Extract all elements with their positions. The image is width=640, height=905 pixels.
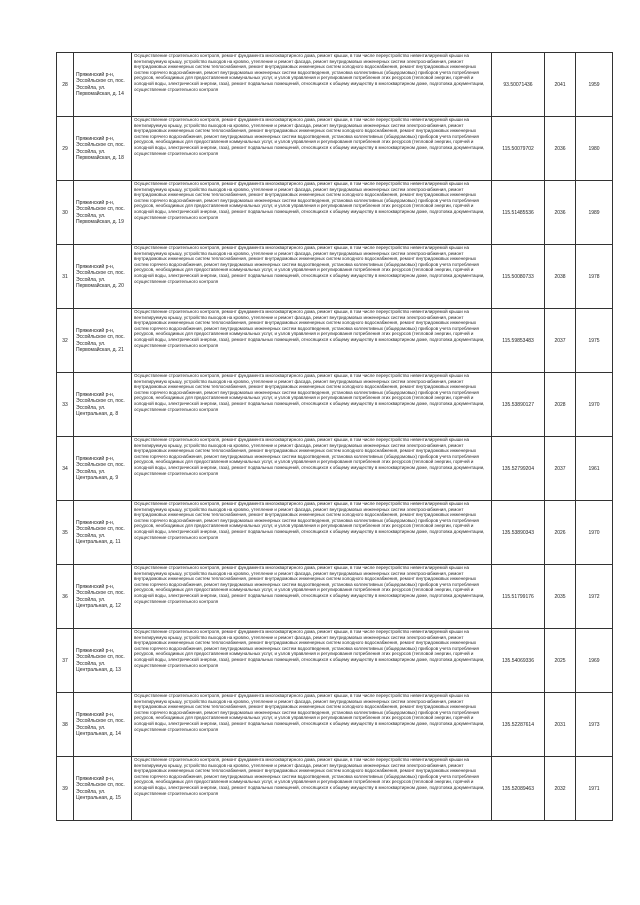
cost-cell-text: 115.59853483 bbox=[502, 337, 534, 344]
year-cell bbox=[545, 501, 576, 565]
work-description-cell-text: Осуществление строительного контроля, ремонт фундамента многоквартирного дома, ремонт крыши, в том числе переустройство невентилируемой крыши на вентилируемую крышу, устройство выходов на кровлю, утепление и ремонт фасада, ремонт внутридомовых инженерных систем электроснабжения, ремонт внутридомовых инженерных систем теплоснабжения, ремонт внутридомовых инженерных систем холодного водоснабжения, ремонт внутридомовых инженерных систем горячего водоснабжения, ремонт внутридомовых инженерных систем водоотведения, установка коллективных (общедомовых) приборов учета потребления ресурсов, необходимых для предоставления коммунальных услуг, и узлов управления и регулирования потребления этих ресурсов (тепловой энергии, горячей и холодной воды, электрической энергии, газа), ремонт подвальных помещений, относящихся к общему имуществу в многоквартирном доме, подготовка документации, осуществление строительного контроля bbox=[134, 565, 485, 604]
built-year-cell-text: 1972 bbox=[588, 593, 600, 600]
row-number bbox=[57, 309, 74, 373]
table-row bbox=[57, 53, 613, 117]
work-description-cell bbox=[132, 181, 492, 245]
table-row bbox=[57, 373, 613, 437]
table-row bbox=[57, 629, 613, 693]
row-number-text: 34 bbox=[62, 465, 68, 472]
address-cell bbox=[74, 757, 132, 821]
built-year-cell-text: 1959 bbox=[588, 81, 600, 88]
address-cell bbox=[74, 565, 132, 629]
address-cell-text: Пряжинский р-н, Эссойльское сп, пос. Эссойла, ул. Центральная, д. 13 bbox=[76, 648, 125, 673]
address-cell-text: Пряжинский р-н, Эссойльское сп, пос. Эссойла, ул. Центральная, д. 14 bbox=[76, 712, 125, 737]
built-year-cell-text: 1961 bbox=[588, 465, 600, 472]
built-year-cell bbox=[576, 53, 613, 117]
table-row bbox=[57, 181, 613, 245]
work-description-cell-text: Осуществление строительного контроля, ремонт фундамента многоквартирного дома, ремонт крыши, в том числе переустройство невентилируемой крыши на вентилируемую крышу, устройство выходов на кровлю, утепление и ремонт фасада, ремонт внутридомовых инженерных систем электроснабжения, ремонт внутридомовых инженерных систем теплоснабжения, ремонт внутридомовых инженерных систем холодного водоснабжения, ремонт внутридомовых инженерных систем горячего водоснабжения, ремонт внутридомовых инженерных систем водоотведения, установка коллективных (общедомовых) приборов учета потребления ресурсов, необходимых для предоставления коммунальных услуг, и узлов управления и регулирования потребления этих ресурсов (тепловой энергии, горячей и холодной воды, электрической энергии, газа), ремонт подвальных помещений, относящихся к общему имуществу в многоквартирном доме, подготовка документации, осуществление строительного контроля bbox=[134, 373, 485, 412]
address-cell-text: Пряжинский р-н, Эссойльское сп, пос. Эссойла, ул. Центральная, д. 11 bbox=[76, 520, 125, 545]
built-year-cell bbox=[576, 757, 613, 821]
year-cell-text: 2037 bbox=[554, 465, 566, 472]
address-cell bbox=[74, 693, 132, 757]
cost-cell-text: 135.53890343 bbox=[502, 529, 534, 536]
cost-cell bbox=[492, 437, 545, 501]
cost-cell bbox=[492, 693, 545, 757]
work-description-cell-text: Осуществление строительного контроля, ремонт фундамента многоквартирного дома, ремонт крыши, в том числе переустройство невентилируемой крыши на вентилируемую крышу, устройство выходов на кровлю, утепление и ремонт фасада, ремонт внутридомовых инженерных систем электроснабжения, ремонт внутридомовых инженерных систем теплоснабжения, ремонт внутридомовых инженерных систем холодного водоснабжения, ремонт внутридомовых инженерных систем горячего водоснабжения, ремонт внутридомовых инженерных систем водоотведения, установка коллективных (общедомовых) приборов учета потребления ресурсов, необходимых для предоставления коммунальных услуг, и узлов управления и регулирования потребления этих ресурсов (тепловой энергии, горячей и холодной воды, электрической энергии, газа), ремонт подвальных помещений, относящихся к общему имуществу в многоквартирном доме, подготовка документации, осуществление строительного контроля bbox=[134, 181, 485, 220]
address-cell-text: Пряжинский р-н, Эссойльское сп, пос. Эссойла, ул. Центральная, д. 12 bbox=[76, 584, 125, 609]
row-number-text: 38 bbox=[62, 721, 68, 728]
year-cell bbox=[545, 373, 576, 437]
year-cell-text: 2028 bbox=[554, 401, 566, 408]
row-number-text: 36 bbox=[62, 593, 68, 600]
cost-cell-text: 135.53890127 bbox=[502, 401, 534, 408]
cost-cell-text: 115.50080733 bbox=[502, 273, 534, 280]
address-cell bbox=[74, 117, 132, 181]
built-year-cell bbox=[576, 373, 613, 437]
address-cell-text: Пряжинский р-н, Эссойльское сп, пос. Эссойла, ул. Первомайская, д. 14 bbox=[76, 72, 125, 97]
row-number bbox=[57, 437, 74, 501]
work-description-cell-text: Осуществление строительного контроля, ремонт фундамента многоквартирного дома, ремонт крыши, в том числе переустройство невентилируемой крыши на вентилируемую крышу, устройство выходов на кровлю, утепление и ремонт фасада, ремонт внутридомовых инженерных систем электроснабжения, ремонт внутридомовых инженерных систем теплоснабжения, ремонт внутридомовых инженерных систем холодного водоснабжения, ремонт внутридомовых инженерных систем горячего водоснабжения, ремонт внутридомовых инженерных систем водоотведения, установка коллективных (общедомовых) приборов учета потребления ресурсов, необходимых для предоставления коммунальных услуг, и узлов управления и регулирования потребления этих ресурсов (тепловой энергии, горячей и холодной воды, электрической энергии, газа), ремонт подвальных помещений, относящихся к общему имуществу в многоквартирном доме, подготовка документации, осуществление строительного контроля bbox=[134, 757, 485, 796]
table-row bbox=[57, 309, 613, 373]
work-description-cell bbox=[132, 757, 492, 821]
year-cell-text: 2038 bbox=[554, 273, 566, 280]
work-description-cell-text: Осуществление строительного контроля, ремонт фундамента многоквартирного дома, ремонт крыши, в том числе переустройство невентилируемой крыши на вентилируемую крышу, устройство выходов на кровлю, утепление и ремонт фасада, ремонт внутридомовых инженерных систем электроснабжения, ремонт внутридомовых инженерных систем теплоснабжения, ремонт внутридомовых инженерных систем холодного водоснабжения, ремонт внутридомовых инженерных систем горячего водоснабжения, ремонт внутридомовых инженерных систем водоотведения, установка коллективных (общедомовых) приборов учета потребления ресурсов, необходимых для предоставления коммунальных услуг, и узлов управления и регулирования потребления этих ресурсов (тепловой энергии, горячей и холодной воды, электрической энергии, газа), ремонт подвальных помещений, относящихся к общему имуществу в многоквартирном доме, подготовка документации, осуществление строительного контроля bbox=[134, 53, 485, 92]
year-cell-text: 2035 bbox=[554, 593, 566, 600]
cost-cell-text: 93.50071436 bbox=[503, 81, 533, 88]
address-cell bbox=[74, 437, 132, 501]
repair-program-table bbox=[56, 52, 613, 821]
cost-cell bbox=[492, 373, 545, 437]
address-cell bbox=[74, 501, 132, 565]
work-description-cell bbox=[132, 373, 492, 437]
cost-cell bbox=[492, 117, 545, 181]
table-row bbox=[57, 245, 613, 309]
year-cell bbox=[545, 757, 576, 821]
built-year-cell bbox=[576, 693, 613, 757]
year-cell bbox=[545, 245, 576, 309]
built-year-cell bbox=[576, 117, 613, 181]
year-cell bbox=[545, 437, 576, 501]
built-year-cell bbox=[576, 501, 613, 565]
cost-cell bbox=[492, 565, 545, 629]
work-description-cell bbox=[132, 501, 492, 565]
year-cell-text: 2036 bbox=[554, 145, 566, 152]
cost-cell bbox=[492, 53, 545, 117]
row-number-text: 39 bbox=[62, 785, 68, 792]
row-number bbox=[57, 181, 74, 245]
address-cell bbox=[74, 629, 132, 693]
work-description-cell-text: Осуществление строительного контроля, ремонт фундамента многоквартирного дома, ремонт крыши, в том числе переустройство невентилируемой крыши на вентилируемую крышу, устройство выходов на кровлю, утепление и ремонт фасада, ремонт внутридомовых инженерных систем электроснабжения, ремонт внутридомовых инженерных систем теплоснабжения, ремонт внутридомовых инженерных систем холодного водоснабжения, ремонт внутридомовых инженерных систем горячего водоснабжения, ремонт внутридомовых инженерных систем водоотведения, установка коллективных (общедомовых) приборов учета потребления ресурсов, необходимых для предоставления коммунальных услуг, и узлов управления и регулирования потребления этих ресурсов (тепловой энергии, горячей и холодной воды, электрической энергии, газа), ремонт подвальных помещений, относящихся к общему имуществу в многоквартирном доме, подготовка документации, осуществление строительного контроля bbox=[134, 309, 485, 348]
cost-cell-text: 115.51485536 bbox=[502, 209, 534, 216]
work-description-cell bbox=[132, 53, 492, 117]
built-year-cell bbox=[576, 629, 613, 693]
built-year-cell-text: 1971 bbox=[588, 785, 600, 792]
row-number-text: 33 bbox=[62, 401, 68, 408]
built-year-cell-text: 1980 bbox=[588, 145, 600, 152]
cost-cell-text: 115.50079702 bbox=[502, 145, 534, 152]
row-number bbox=[57, 565, 74, 629]
cost-cell bbox=[492, 757, 545, 821]
cost-cell bbox=[492, 245, 545, 309]
cost-cell-text: 135.52089463 bbox=[502, 785, 534, 792]
work-description-cell bbox=[132, 245, 492, 309]
address-cell-text: Пряжинский р-н, Эссойльское сп, пос. Эссойла, ул. Центральная, д. 8 bbox=[76, 392, 125, 417]
table-row bbox=[57, 565, 613, 629]
row-number-text: 37 bbox=[62, 657, 68, 664]
year-cell bbox=[545, 565, 576, 629]
table-body bbox=[57, 53, 613, 821]
work-description-cell-text: Осуществление строительного контроля, ремонт фундамента многоквартирного дома, ремонт крыши, в том числе переустройство невентилируемой крыши на вентилируемую крышу, устройство выходов на кровлю, утепление и ремонт фасада, ремонт внутридомовых инженерных систем электроснабжения, ремонт внутридомовых инженерных систем теплоснабжения, ремонт внутридомовых инженерных систем холодного водоснабжения, ремонт внутридомовых инженерных систем горячего водоснабжения, ремонт внутридомовых инженерных систем водоотведения, установка коллективных (общедомовых) приборов учета потребления ресурсов, необходимых для предоставления коммунальных услуг, и узлов управления и регулирования потребления этих ресурсов (тепловой энергии, горячей и холодной воды, электрической энергии, газа), ремонт подвальных помещений, относящихся к общему имуществу в многоквартирном доме, подготовка документации, осуществление строительного контроля bbox=[134, 117, 485, 156]
year-cell bbox=[545, 53, 576, 117]
cost-cell-text: 135.52799204 bbox=[502, 465, 534, 472]
table-row bbox=[57, 437, 613, 501]
built-year-cell bbox=[576, 565, 613, 629]
address-cell-text: Пряжинский р-н, Эссойльское сп, пос. Эссойла, ул. Центральная, д. 15 bbox=[76, 776, 125, 801]
row-number bbox=[57, 693, 74, 757]
year-cell bbox=[545, 117, 576, 181]
built-year-cell-text: 1975 bbox=[588, 337, 600, 344]
row-number bbox=[57, 117, 74, 181]
table-row bbox=[57, 117, 613, 181]
work-description-cell bbox=[132, 693, 492, 757]
work-description-cell-text: Осуществление строительного контроля, ремонт фундамента многоквартирного дома, ремонт крыши, в том числе переустройство невентилируемой крыши на вентилируемую крышу, устройство выходов на кровлю, утепление и ремонт фасада, ремонт внутридомовых инженерных систем электроснабжения, ремонт внутридомовых инженерных систем теплоснабжения, ремонт внутридомовых инженерных систем холодного водоснабжения, ремонт внутридомовых инженерных систем горячего водоснабжения, ремонт внутридомовых инженерных систем водоотведения, установка коллективных (общедомовых) приборов учета потребления ресурсов, необходимых для предоставления коммунальных услуг, и узлов управления и регулирования потребления этих ресурсов (тепловой энергии, горячей и холодной воды, электрической энергии, газа), ремонт подвальных помещений, относящихся к общему имуществу в многоквартирном доме, подготовка документации, осуществление строительного контроля bbox=[134, 245, 485, 284]
year-cell-text: 2031 bbox=[554, 721, 566, 728]
year-cell-text: 2037 bbox=[554, 337, 566, 344]
row-number-text: 32 bbox=[62, 337, 68, 344]
built-year-cell bbox=[576, 245, 613, 309]
year-cell-text: 2036 bbox=[554, 209, 566, 216]
address-cell bbox=[74, 309, 132, 373]
cost-cell-text: 135.52287614 bbox=[502, 721, 534, 728]
built-year-cell-text: 1978 bbox=[588, 273, 600, 280]
work-description-cell-text: Осуществление строительного контроля, ремонт фундамента многоквартирного дома, ремонт крыши, в том числе переустройство невентилируемой крыши на вентилируемую крышу, устройство выходов на кровлю, утепление и ремонт фасада, ремонт внутридомовых инженерных систем электроснабжения, ремонт внутридомовых инженерных систем теплоснабжения, ремонт внутридомовых инженерных систем холодного водоснабжения, ремонт внутридомовых инженерных систем горячего водоснабжения, ремонт внутридомовых инженерных систем водоотведения, установка коллективных (общедомовых) приборов учета потребления ресурсов, необходимых для предоставления коммунальных услуг, и узлов управления и регулирования потребления этих ресурсов (тепловой энергии, горячей и холодной воды, электрической энергии, газа), ремонт подвальных помещений, относящихся к общему имуществу в многоквартирном доме, подготовка документации, осуществление строительного контроля bbox=[134, 629, 485, 668]
table-row bbox=[57, 757, 613, 821]
work-description-cell-text: Осуществление строительного контроля, ремонт фундамента многоквартирного дома, ремонт крыши, в том числе переустройство невентилируемой крыши на вентилируемую крышу, устройство выходов на кровлю, утепление и ремонт фасада, ремонт внутридомовых инженерных систем электроснабжения, ремонт внутридомовых инженерных систем теплоснабжения, ремонт внутридомовых инженерных систем холодного водоснабжения, ремонт внутридомовых инженерных систем горячего водоснабжения, ремонт внутридомовых инженерных систем водоотведения, установка коллективных (общедомовых) приборов учета потребления ресурсов, необходимых для предоставления коммунальных услуг, и узлов управления и регулирования потребления этих ресурсов (тепловой энергии, горячей и холодной воды, электрической энергии, газа), ремонт подвальных помещений, относящихся к общему имуществу в многоквартирном доме, подготовка документации, осуществление строительного контроля bbox=[134, 437, 485, 476]
row-number bbox=[57, 245, 74, 309]
built-year-cell-text: 1973 bbox=[588, 721, 600, 728]
address-cell-text: Пряжинский р-н, Эссойльское сп, пос. Эссойла, ул. Первомайская, д. 21 bbox=[76, 328, 125, 353]
address-cell-text: Пряжинский р-н, Эссойльское сп, пос. Эссойла, ул. Центральная, д. 9 bbox=[76, 456, 125, 481]
row-number bbox=[57, 629, 74, 693]
work-description-cell bbox=[132, 565, 492, 629]
work-description-cell bbox=[132, 629, 492, 693]
work-description-cell-text: Осуществление строительного контроля, ремонт фундамента многоквартирного дома, ремонт крыши, в том числе переустройство невентилируемой крыши на вентилируемую крышу, устройство выходов на кровлю, утепление и ремонт фасада, ремонт внутридомовых инженерных систем электроснабжения, ремонт внутридомовых инженерных систем теплоснабжения, ремонт внутридомовых инженерных систем холодного водоснабжения, ремонт внутридомовых инженерных систем горячего водоснабжения, ремонт внутридомовых инженерных систем водоотведения, установка коллективных (общедомовых) приборов учета потребления ресурсов, необходимых для предоставления коммунальных услуг, и узлов управления и регулирования потребления этих ресурсов (тепловой энергии, горячей и холодной воды, электрической энергии, газа), ремонт подвальных помещений, относящихся к общему имуществу в многоквартирном доме, подготовка документации, осуществление строительного контроля bbox=[134, 693, 485, 732]
address-cell bbox=[74, 181, 132, 245]
year-cell bbox=[545, 181, 576, 245]
address-cell-text: Пряжинский р-н, Эссойльское сп, пос. Эссойла, ул. Первомайская, д. 18 bbox=[76, 136, 125, 161]
address-cell bbox=[74, 245, 132, 309]
table-row bbox=[57, 501, 613, 565]
built-year-cell-text: 1970 bbox=[588, 401, 600, 408]
work-description-cell bbox=[132, 117, 492, 181]
row-number bbox=[57, 53, 74, 117]
row-number bbox=[57, 501, 74, 565]
row-number-text: 35 bbox=[62, 529, 68, 536]
built-year-cell bbox=[576, 309, 613, 373]
row-number bbox=[57, 373, 74, 437]
row-number-text: 31 bbox=[62, 273, 68, 280]
work-description-cell bbox=[132, 309, 492, 373]
year-cell-text: 2025 bbox=[554, 657, 566, 664]
address-cell-text: Пряжинский р-н, Эссойльское сп, пос. Эссойла, ул. Первомайская, д. 20 bbox=[76, 264, 125, 289]
work-description-cell bbox=[132, 437, 492, 501]
row-number-text: 29 bbox=[62, 145, 68, 152]
year-cell bbox=[545, 309, 576, 373]
built-year-cell-text: 1969 bbox=[588, 657, 600, 664]
row-number bbox=[57, 757, 74, 821]
address-cell-text: Пряжинский р-н, Эссойльское сп, пос. Эссойла, ул. Первомайская, д. 19 bbox=[76, 200, 125, 225]
built-year-cell bbox=[576, 437, 613, 501]
address-cell bbox=[74, 373, 132, 437]
built-year-cell-text: 1970 bbox=[588, 529, 600, 536]
row-number-text: 28 bbox=[62, 81, 68, 88]
cost-cell-text: 135.54069336 bbox=[502, 657, 534, 664]
year-cell-text: 2026 bbox=[554, 529, 566, 536]
row-number-text: 30 bbox=[62, 209, 68, 216]
built-year-cell-text: 1989 bbox=[588, 209, 600, 216]
year-cell-text: 2032 bbox=[554, 785, 566, 792]
built-year-cell bbox=[576, 181, 613, 245]
cost-cell bbox=[492, 309, 545, 373]
year-cell-text: 2041 bbox=[554, 81, 566, 88]
cost-cell bbox=[492, 181, 545, 245]
cost-cell bbox=[492, 629, 545, 693]
table-row bbox=[57, 693, 613, 757]
cost-cell bbox=[492, 501, 545, 565]
work-description-cell-text: Осуществление строительного контроля, ремонт фундамента многоквартирного дома, ремонт крыши, в том числе переустройство невентилируемой крыши на вентилируемую крышу, устройство выходов на кровлю, утепление и ремонт фасада, ремонт внутридомовых инженерных систем электроснабжения, ремонт внутридомовых инженерных систем теплоснабжения, ремонт внутридомовых инженерных систем холодного водоснабжения, ремонт внутридомовых инженерных систем горячего водоснабжения, ремонт внутридомовых инженерных систем водоотведения, установка коллективных (общедомовых) приборов учета потребления ресурсов, необходимых для предоставления коммунальных услуг, и узлов управления и регулирования потребления этих ресурсов (тепловой энергии, горячей и холодной воды, электрической энергии, газа), ремонт подвальных помещений, относящихся к общему имуществу в многоквартирном доме, подготовка документации, осуществление строительного контроля bbox=[134, 501, 485, 540]
year-cell bbox=[545, 629, 576, 693]
year-cell bbox=[545, 693, 576, 757]
address-cell bbox=[74, 53, 132, 117]
cost-cell-text: 115.51799176 bbox=[502, 593, 534, 600]
